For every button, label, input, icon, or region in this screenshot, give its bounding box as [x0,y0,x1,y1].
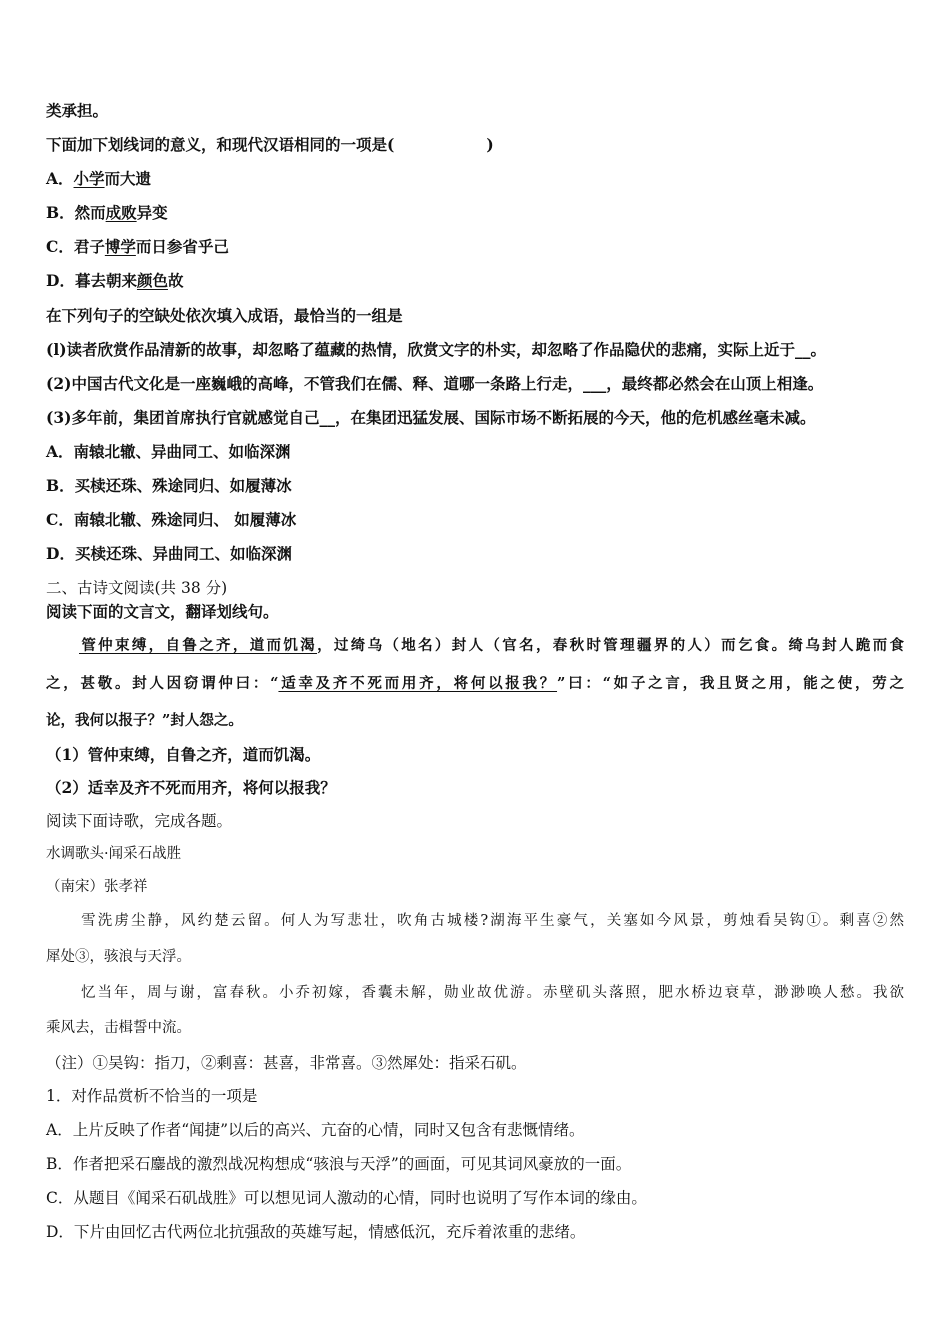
idiom-option-c: C．南辕北辙、殊途同归、 如履薄冰 [46,510,297,529]
underlined-word: 颜色 [136,271,168,290]
poem-line-4: 乘风去，击楫誓中流。 [46,1020,191,1036]
poem-title: 水调歌头·闻采石战胜 [46,846,182,862]
underlined-word: 成败 [105,203,137,222]
option-c [46,236,229,258]
poem-option-b: B．作者把采石鏖战的激烈战况构想成“骇浪与天浮”的画面，可见其词风豪放的一面。 [46,1155,632,1173]
underlined-sentence-1: 管仲束缚，自鲁之齐，道而饥渴 [79,637,318,654]
option-label: C．君子 [46,237,105,256]
option-text: 异变 [136,203,168,222]
translate-item-1: （1）管仲束缚，自鲁之齐，道而饥渴。 [46,745,321,764]
option-label: A． [46,169,74,188]
option-label: B．然而 [46,203,106,222]
idiom-sentence-2: (2)中国古代文化是一座巍峨的高峰，不管我们在儒、释、道哪一条路上行走，___，最终都必然会在山顶上相逢。 [46,374,824,393]
option-b [46,202,168,224]
option-a [46,168,151,190]
poem-instruction: 阅读下面诗歌，完成各题。 [46,812,233,830]
option-d [46,270,183,292]
idiom-sentence-3: (3)多年前，集团首席执行官就感觉自己__，在集团迅猛发展、国际市场不断拓展的今天，他的危机感丝毫未减。 [46,408,816,427]
translate-item-2: （2）适幸及齐不死而用齐，将何以报我？ [46,778,336,797]
poem-line-1 [46,910,904,932]
option-text: 而大遗 [104,169,152,188]
idiom-option-d: D．买椟还珠、异曲同工、如临深渊 [46,544,292,563]
passage-text: 之，甚敬。封人因窃谓仲曰：“ [46,675,279,692]
underlined-word: 博学 [104,237,136,256]
poem-author: （南宋）张孝祥 [46,879,148,895]
underlined-sentence-2: 适幸及齐不死而用齐，将何以报我？ [278,675,558,692]
passage-text: ，过绮乌（地名）封人（官名，春秋时管理疆界的人）而乞食。绮乌封人跪而食 [317,637,905,654]
idiom-sentence-1: (l)读者欣赏作品清新的故事，却忽略了蕴藏的热情，欣赏文字的朴实，却忽略了作品隐伏的悲痛，实际上近于__。 [46,340,827,359]
passage-text: ”曰：“如子之言，我且贤之用，能之使，劳之 [557,675,904,692]
question-stem-idioms: 在下列句子的空缺处依次填入成语，最恰当的一组是 [46,306,403,325]
stem-close: ) [486,135,494,154]
section-instruction: 阅读下面的文言文，翻译划线句。 [46,602,279,621]
passage-line-3: 论，我何以报子？”封人怨之。 [46,712,243,729]
idiom-option-a: A．南辕北辙、异曲同工、如临深渊 [46,442,291,461]
poem-line-2: 犀处③，骇浪与天浮。 [46,949,191,965]
section-heading: 二、古诗文阅读(共 38 分) [46,579,228,597]
poem-option-c: C．从题目《闻采石矶战胜》可以想见词人激动的心情，同时也说明了写作本词的缘由。 [46,1189,647,1207]
option-text: 故 [167,271,184,290]
poem-question-1: 1．对作品赏析不恰当的一项是 [46,1087,258,1105]
stem-text: 下面加下划线词的意义，和现代汉语相同的一项是( [46,135,395,154]
poem-line-3 [46,982,904,1004]
poem-text: 忆当年，周与谢，富春秋。小乔初嫁，香囊未解，勋业故优游。赤壁矶头落照，肥水桥边衰草，渺渺唤人愁。我欲 [79,985,904,1001]
poem-text: 雪洗虏尘静，风约楚云留。何人为写悲壮，吹角古城楼?湖海平生豪气，关塞如今风景，剪烛看吴钩①。剩喜②然 [79,913,904,929]
underlined-word: 小学 [73,169,105,188]
option-text: 而日参省乎己 [135,237,229,256]
idiom-option-b: B．买椟还珠、殊途同归、如履薄冰 [46,476,292,495]
passage-line-2 [46,673,904,695]
poem-option-a: A．上片反映了作者“闻捷”以后的高兴、亢奋的心情，同时又包含有悲慨情绪。 [46,1121,585,1139]
poem-option-d: D．下片由回忆古代两位北抗强敌的英雄写起，情感低沉，充斥着浓重的悲绪。 [46,1223,586,1241]
option-label: D．暮去朝来 [46,271,137,290]
poem-note: （注）①吴钩：指刀，②剩喜：甚喜，非常喜。③然犀处：指采石矶。 [46,1054,527,1072]
question-stem-words [46,134,494,156]
passage-line-1 [46,635,904,657]
prev-question-tail: 类承担。 [46,101,109,120]
